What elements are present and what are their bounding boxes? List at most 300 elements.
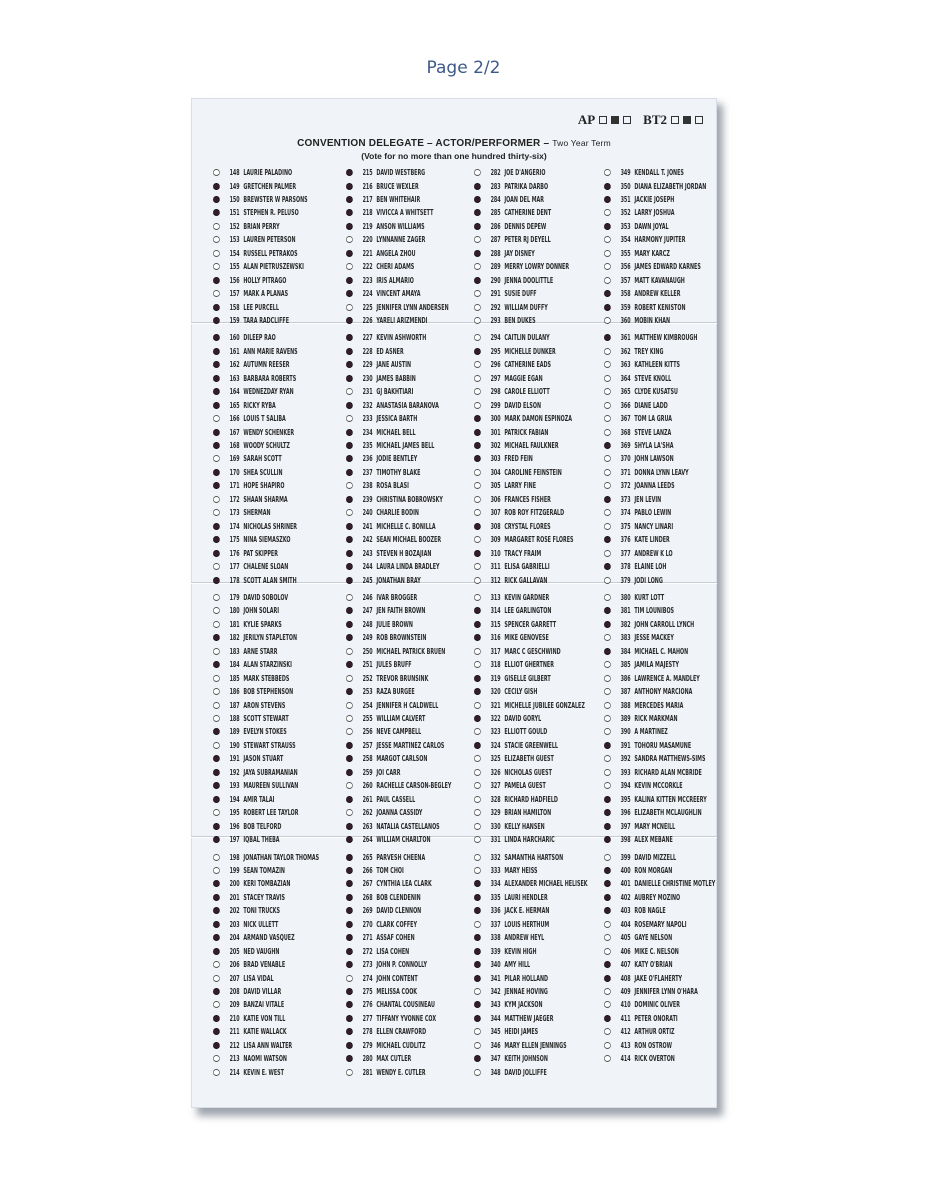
candidate-row[interactable]: [213, 779, 298, 792]
vote-oval[interactable]: [346, 688, 353, 695]
candidate-row[interactable]: [213, 547, 278, 560]
vote-oval[interactable]: [604, 550, 611, 557]
candidate-row[interactable]: [604, 314, 670, 327]
candidate-row[interactable]: [604, 206, 675, 219]
vote-oval[interactable]: [213, 880, 220, 887]
vote-oval[interactable]: [604, 728, 611, 735]
candidate-row[interactable]: [346, 1025, 426, 1038]
candidate-row[interactable]: [604, 1025, 675, 1038]
vote-oval[interactable]: [604, 563, 611, 570]
vote-oval[interactable]: [604, 755, 611, 762]
vote-oval[interactable]: [474, 563, 481, 570]
vote-oval[interactable]: [604, 496, 611, 503]
vote-oval[interactable]: [604, 577, 611, 584]
candidate-row[interactable]: [474, 412, 572, 425]
vote-oval[interactable]: [213, 867, 220, 874]
candidate-row[interactable]: [346, 631, 426, 644]
candidate-row[interactable]: [474, 712, 541, 725]
candidate-row[interactable]: [213, 766, 298, 779]
candidate-row[interactable]: [346, 466, 420, 479]
vote-oval[interactable]: [604, 607, 611, 614]
candidate-row[interactable]: [604, 685, 692, 698]
vote-oval[interactable]: [604, 880, 611, 887]
candidate-row[interactable]: [213, 739, 296, 752]
vote-oval[interactable]: [474, 236, 481, 243]
candidate-row[interactable]: [346, 506, 419, 519]
candidate-row[interactable]: [474, 574, 547, 587]
candidate-row[interactable]: [474, 533, 574, 546]
candidate-row[interactable]: [474, 645, 561, 658]
vote-oval[interactable]: [213, 961, 220, 968]
vote-oval[interactable]: [213, 755, 220, 762]
vote-oval[interactable]: [213, 648, 220, 655]
vote-oval[interactable]: [346, 442, 353, 449]
vote-oval[interactable]: [346, 348, 353, 355]
vote-oval[interactable]: [604, 854, 611, 861]
vote-oval[interactable]: [474, 715, 481, 722]
candidate-row[interactable]: [474, 479, 536, 492]
vote-oval[interactable]: [346, 715, 353, 722]
vote-oval[interactable]: [213, 550, 220, 557]
vote-oval[interactable]: [604, 509, 611, 516]
candidate-row[interactable]: [604, 1052, 675, 1065]
vote-oval[interactable]: [213, 455, 220, 462]
vote-oval[interactable]: [346, 334, 353, 341]
candidate-row[interactable]: [213, 998, 284, 1011]
vote-oval[interactable]: [213, 402, 220, 409]
candidate-row[interactable]: [213, 931, 295, 944]
candidate-row[interactable]: [213, 891, 285, 904]
vote-oval[interactable]: [604, 675, 611, 682]
candidate-row[interactable]: [213, 820, 281, 833]
candidate-row[interactable]: [346, 1039, 426, 1052]
candidate-row[interactable]: [474, 452, 533, 465]
candidate-row[interactable]: [474, 399, 541, 412]
candidate-row[interactable]: [604, 1012, 678, 1025]
candidate-row[interactable]: [346, 180, 419, 193]
vote-oval[interactable]: [474, 921, 481, 928]
vote-oval[interactable]: [213, 728, 220, 735]
candidate-row[interactable]: [474, 233, 551, 246]
vote-oval[interactable]: [213, 634, 220, 641]
candidate-row[interactable]: [213, 520, 297, 533]
candidate-row[interactable]: [604, 998, 680, 1011]
vote-oval[interactable]: [474, 1015, 481, 1022]
vote-oval[interactable]: [474, 948, 481, 955]
candidate-row[interactable]: [346, 399, 439, 412]
candidate-row[interactable]: [213, 752, 283, 765]
vote-oval[interactable]: [604, 688, 611, 695]
candidate-row[interactable]: [346, 820, 440, 833]
candidate-row[interactable]: [346, 166, 425, 179]
vote-oval[interactable]: [474, 429, 481, 436]
vote-oval[interactable]: [213, 894, 220, 901]
candidate-row[interactable]: [604, 672, 700, 685]
candidate-row[interactable]: [213, 985, 281, 998]
candidate-row[interactable]: [474, 918, 549, 931]
vote-oval[interactable]: [346, 415, 353, 422]
candidate-row[interactable]: [604, 820, 675, 833]
candidate-row[interactable]: [474, 658, 554, 671]
vote-oval[interactable]: [474, 375, 481, 382]
candidate-row[interactable]: [474, 372, 543, 385]
vote-oval[interactable]: [604, 594, 611, 601]
candidate-row[interactable]: [346, 547, 431, 560]
vote-oval[interactable]: [474, 442, 481, 449]
candidate-row[interactable]: [346, 931, 415, 944]
vote-oval[interactable]: [474, 536, 481, 543]
candidate-row[interactable]: [604, 604, 674, 617]
vote-oval[interactable]: [346, 1028, 353, 1035]
candidate-row[interactable]: [213, 645, 277, 658]
candidate-row[interactable]: [604, 645, 688, 658]
vote-oval[interactable]: [474, 1001, 481, 1008]
vote-oval[interactable]: [604, 823, 611, 830]
vote-oval[interactable]: [604, 455, 611, 462]
vote-oval[interactable]: [213, 223, 220, 230]
candidate-row[interactable]: [474, 358, 551, 371]
candidate-row[interactable]: [604, 358, 680, 371]
candidate-row[interactable]: [213, 479, 285, 492]
vote-oval[interactable]: [474, 523, 481, 530]
vote-oval[interactable]: [213, 577, 220, 584]
candidate-row[interactable]: [474, 506, 564, 519]
candidate-row[interactable]: [474, 779, 546, 792]
candidate-row[interactable]: [474, 806, 551, 819]
candidate-row[interactable]: [474, 166, 545, 179]
vote-oval[interactable]: [474, 988, 481, 995]
vote-oval[interactable]: [213, 415, 220, 422]
vote-oval[interactable]: [474, 755, 481, 762]
candidate-row[interactable]: [213, 260, 304, 273]
candidate-row[interactable]: [213, 301, 279, 314]
candidate-row[interactable]: [213, 426, 294, 439]
candidate-row[interactable]: [346, 233, 425, 246]
candidate-row[interactable]: [346, 479, 409, 492]
candidate-row[interactable]: [346, 560, 440, 573]
vote-oval[interactable]: [213, 496, 220, 503]
vote-oval[interactable]: [213, 702, 220, 709]
vote-oval[interactable]: [604, 415, 611, 422]
candidate-row[interactable]: [604, 247, 670, 260]
candidate-row[interactable]: [213, 233, 296, 246]
vote-oval[interactable]: [474, 196, 481, 203]
candidate-row[interactable]: [604, 385, 678, 398]
vote-oval[interactable]: [346, 509, 353, 516]
candidate-row[interactable]: [346, 779, 451, 792]
candidate-row[interactable]: [346, 452, 417, 465]
candidate-row[interactable]: [474, 331, 550, 344]
candidate-row[interactable]: [474, 904, 549, 917]
vote-oval[interactable]: [346, 823, 353, 830]
candidate-row[interactable]: [474, 520, 551, 533]
vote-oval[interactable]: [604, 921, 611, 928]
vote-oval[interactable]: [346, 880, 353, 887]
candidate-row[interactable]: [474, 180, 548, 193]
candidate-row[interactable]: [474, 685, 537, 698]
vote-oval[interactable]: [474, 1055, 481, 1062]
vote-oval[interactable]: [474, 317, 481, 324]
vote-oval[interactable]: [213, 607, 220, 614]
vote-oval[interactable]: [604, 361, 611, 368]
vote-oval[interactable]: [346, 948, 353, 955]
vote-oval[interactable]: [346, 742, 353, 749]
vote-oval[interactable]: [474, 782, 481, 789]
candidate-row[interactable]: [213, 287, 288, 300]
candidate-row[interactable]: [346, 672, 428, 685]
vote-oval[interactable]: [213, 769, 220, 776]
vote-oval[interactable]: [604, 317, 611, 324]
candidate-row[interactable]: [474, 998, 543, 1011]
candidate-row[interactable]: [346, 358, 411, 371]
vote-oval[interactable]: [604, 469, 611, 476]
candidate-row[interactable]: [213, 466, 283, 479]
candidate-row[interactable]: [604, 918, 687, 931]
candidate-row[interactable]: [474, 220, 546, 233]
candidate-row[interactable]: [346, 851, 425, 864]
vote-oval[interactable]: [346, 988, 353, 995]
candidate-row[interactable]: [213, 864, 285, 877]
candidate-row[interactable]: [346, 345, 404, 358]
vote-oval[interactable]: [213, 509, 220, 516]
vote-oval[interactable]: [346, 496, 353, 503]
vote-oval[interactable]: [346, 317, 353, 324]
candidate-row[interactable]: [346, 658, 412, 671]
vote-oval[interactable]: [346, 263, 353, 270]
vote-oval[interactable]: [474, 728, 481, 735]
vote-oval[interactable]: [213, 661, 220, 668]
vote-oval[interactable]: [346, 361, 353, 368]
vote-oval[interactable]: [346, 236, 353, 243]
candidate-row[interactable]: [213, 1052, 287, 1065]
candidate-row[interactable]: [213, 574, 297, 587]
candidate-row[interactable]: [474, 864, 537, 877]
candidate-row[interactable]: [346, 918, 417, 931]
candidate-row[interactable]: [474, 1039, 567, 1052]
vote-oval[interactable]: [604, 375, 611, 382]
vote-oval[interactable]: [474, 975, 481, 982]
vote-oval[interactable]: [474, 607, 481, 614]
vote-oval[interactable]: [604, 348, 611, 355]
vote-oval[interactable]: [346, 648, 353, 655]
candidate-row[interactable]: [474, 699, 585, 712]
candidate-row[interactable]: [346, 1066, 426, 1079]
vote-oval[interactable]: [604, 1001, 611, 1008]
candidate-row[interactable]: [474, 958, 530, 971]
vote-oval[interactable]: [604, 894, 611, 901]
candidate-row[interactable]: [604, 931, 672, 944]
candidate-row[interactable]: [604, 233, 685, 246]
vote-oval[interactable]: [474, 334, 481, 341]
candidate-row[interactable]: [346, 833, 430, 846]
vote-oval[interactable]: [346, 183, 353, 190]
candidate-row[interactable]: [474, 851, 563, 864]
vote-oval[interactable]: [604, 782, 611, 789]
vote-oval[interactable]: [346, 854, 353, 861]
candidate-row[interactable]: [474, 314, 536, 327]
vote-oval[interactable]: [213, 934, 220, 941]
vote-oval[interactable]: [604, 209, 611, 216]
candidate-row[interactable]: [213, 560, 288, 573]
vote-oval[interactable]: [213, 536, 220, 543]
vote-oval[interactable]: [346, 675, 353, 682]
candidate-row[interactable]: [346, 372, 416, 385]
candidate-row[interactable]: [474, 766, 552, 779]
candidate-row[interactable]: [474, 1052, 548, 1065]
candidate-row[interactable]: [213, 247, 298, 260]
candidate-row[interactable]: [604, 574, 663, 587]
vote-oval[interactable]: [474, 648, 481, 655]
vote-oval[interactable]: [213, 1001, 220, 1008]
vote-oval[interactable]: [474, 621, 481, 628]
candidate-row[interactable]: [213, 1012, 285, 1025]
vote-oval[interactable]: [474, 1028, 481, 1035]
candidate-row[interactable]: [346, 725, 421, 738]
vote-oval[interactable]: [604, 948, 611, 955]
vote-oval[interactable]: [346, 196, 353, 203]
candidate-row[interactable]: [604, 506, 671, 519]
vote-oval[interactable]: [474, 388, 481, 395]
candidate-row[interactable]: [604, 904, 666, 917]
vote-oval[interactable]: [604, 809, 611, 816]
candidate-row[interactable]: [604, 806, 702, 819]
vote-oval[interactable]: [474, 509, 481, 516]
vote-oval[interactable]: [346, 536, 353, 543]
vote-oval[interactable]: [474, 854, 481, 861]
candidate-row[interactable]: [604, 618, 694, 631]
candidate-row[interactable]: [474, 301, 548, 314]
vote-oval[interactable]: [474, 277, 481, 284]
vote-oval[interactable]: [346, 169, 353, 176]
candidate-row[interactable]: [604, 1039, 672, 1052]
candidate-row[interactable]: [346, 972, 418, 985]
candidate-row[interactable]: [474, 560, 550, 573]
vote-oval[interactable]: [346, 469, 353, 476]
vote-oval[interactable]: [213, 1015, 220, 1022]
vote-oval[interactable]: [346, 961, 353, 968]
vote-oval[interactable]: [213, 742, 220, 749]
vote-oval[interactable]: [604, 836, 611, 843]
vote-oval[interactable]: [604, 169, 611, 176]
candidate-row[interactable]: [213, 851, 319, 864]
candidate-row[interactable]: [474, 274, 553, 287]
candidate-row[interactable]: [346, 220, 425, 233]
vote-oval[interactable]: [604, 742, 611, 749]
vote-oval[interactable]: [213, 836, 220, 843]
vote-oval[interactable]: [474, 550, 481, 557]
candidate-row[interactable]: [213, 958, 285, 971]
vote-oval[interactable]: [213, 675, 220, 682]
vote-oval[interactable]: [213, 263, 220, 270]
candidate-row[interactable]: [213, 439, 290, 452]
candidate-row[interactable]: [346, 793, 415, 806]
vote-oval[interactable]: [474, 809, 481, 816]
candidate-row[interactable]: [604, 591, 664, 604]
candidate-row[interactable]: [604, 833, 673, 846]
vote-oval[interactable]: [213, 563, 220, 570]
vote-oval[interactable]: [346, 277, 353, 284]
candidate-row[interactable]: [346, 958, 427, 971]
candidate-row[interactable]: [346, 645, 445, 658]
candidate-row[interactable]: [213, 331, 276, 344]
candidate-row[interactable]: [604, 877, 715, 890]
vote-oval[interactable]: [213, 361, 220, 368]
vote-oval[interactable]: [213, 988, 220, 995]
candidate-row[interactable]: [474, 206, 551, 219]
candidate-row[interactable]: [213, 833, 280, 846]
candidate-row[interactable]: [474, 972, 548, 985]
candidate-row[interactable]: [213, 591, 288, 604]
vote-oval[interactable]: [604, 961, 611, 968]
candidate-row[interactable]: [213, 712, 289, 725]
candidate-row[interactable]: [604, 752, 705, 765]
candidate-row[interactable]: [604, 287, 680, 300]
vote-oval[interactable]: [604, 1028, 611, 1035]
candidate-row[interactable]: [604, 220, 669, 233]
candidate-row[interactable]: [346, 439, 434, 452]
candidate-row[interactable]: [346, 699, 438, 712]
candidate-row[interactable]: [604, 851, 676, 864]
candidate-row[interactable]: [213, 945, 279, 958]
vote-oval[interactable]: [604, 988, 611, 995]
candidate-row[interactable]: [604, 193, 674, 206]
candidate-row[interactable]: [474, 439, 559, 452]
candidate-row[interactable]: [346, 604, 425, 617]
candidate-row[interactable]: [346, 314, 427, 327]
candidate-row[interactable]: [474, 287, 537, 300]
candidate-row[interactable]: [604, 793, 707, 806]
vote-oval[interactable]: [604, 263, 611, 270]
candidate-row[interactable]: [604, 945, 679, 958]
candidate-row[interactable]: [346, 864, 404, 877]
candidate-row[interactable]: [474, 931, 544, 944]
candidate-row[interactable]: [213, 672, 289, 685]
vote-oval[interactable]: [346, 550, 353, 557]
vote-oval[interactable]: [604, 621, 611, 628]
vote-oval[interactable]: [604, 715, 611, 722]
vote-oval[interactable]: [346, 975, 353, 982]
vote-oval[interactable]: [474, 675, 481, 682]
candidate-row[interactable]: [346, 247, 416, 260]
vote-oval[interactable]: [346, 594, 353, 601]
candidate-row[interactable]: [213, 806, 298, 819]
vote-oval[interactable]: [213, 1069, 220, 1076]
vote-oval[interactable]: [474, 361, 481, 368]
candidate-row[interactable]: [213, 604, 279, 617]
candidate-row[interactable]: [346, 385, 413, 398]
vote-oval[interactable]: [604, 277, 611, 284]
candidate-row[interactable]: [474, 877, 588, 890]
vote-oval[interactable]: [604, 1042, 611, 1049]
vote-oval[interactable]: [213, 1028, 220, 1035]
vote-oval[interactable]: [604, 975, 611, 982]
candidate-row[interactable]: [604, 891, 680, 904]
candidate-row[interactable]: [213, 533, 290, 546]
candidate-row[interactable]: [604, 274, 685, 287]
vote-oval[interactable]: [213, 796, 220, 803]
vote-oval[interactable]: [346, 836, 353, 843]
candidate-row[interactable]: [474, 466, 562, 479]
vote-oval[interactable]: [474, 796, 481, 803]
candidate-row[interactable]: [604, 766, 702, 779]
vote-oval[interactable]: [213, 907, 220, 914]
candidate-row[interactable]: [346, 877, 432, 890]
vote-oval[interactable]: [213, 250, 220, 257]
vote-oval[interactable]: [604, 1015, 611, 1022]
candidate-row[interactable]: [213, 1025, 287, 1038]
candidate-row[interactable]: [213, 399, 276, 412]
candidate-row[interactable]: [213, 1066, 284, 1079]
